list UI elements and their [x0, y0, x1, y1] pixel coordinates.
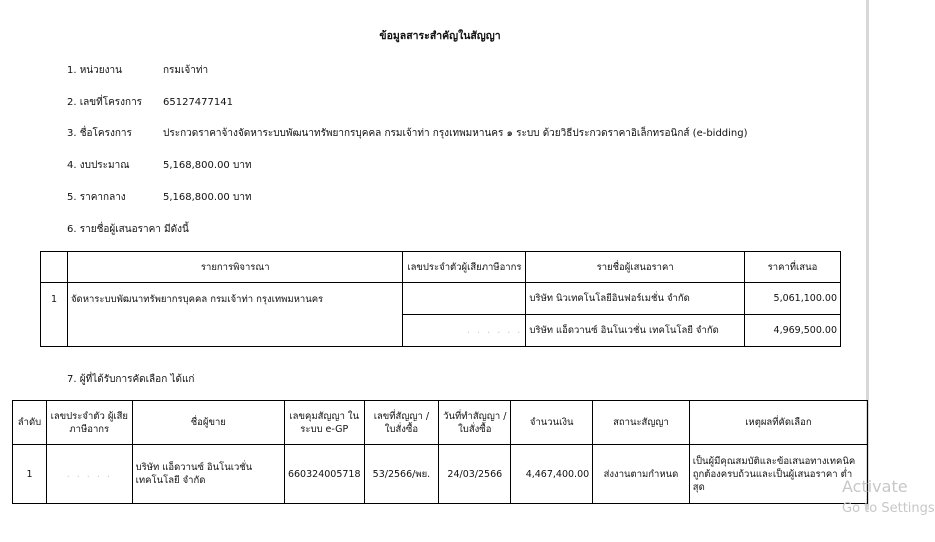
header-cell: จำนวนเงิน — [511, 401, 593, 445]
header-cell: เลขประจำตัวผู้เสียภาษีอากร — [403, 252, 526, 283]
field-value: 65127477141 — [163, 97, 233, 108]
tax-id-cell — [403, 283, 526, 315]
document-title: ข้อมูลสาระสำคัญในสัญญา — [379, 30, 501, 42]
bidder-name: บริษัท แอ็ดวานซ์ อินโนเวชั่น เทคโนโลยี จำกัด — [526, 315, 745, 347]
item-number: 1 — [41, 283, 68, 347]
header-cell: เหตุผลที่คัดเลือก — [689, 401, 867, 445]
field-label: 2. เลขที่โครงการ — [67, 97, 143, 108]
header-cell: ลำดับ — [13, 401, 47, 445]
contract-status: ส่งงานตามกำหนด — [593, 445, 690, 504]
section-winner-heading: 7. ผู้ที่ได้รับการคัดเลือก ได้แก่ — [67, 374, 195, 385]
field-label: 1. หน่วยงาน — [67, 65, 122, 76]
tax-id-cell-redacted — [403, 315, 526, 347]
header-cell: วันที่ทำสัญญา / ใบสั่งซื้อ — [439, 401, 511, 445]
redacted-mark: . . . . . — [66, 468, 112, 480]
header-cell: รายการพิจารณา — [67, 252, 403, 283]
contract-date: 24/03/2566 — [439, 445, 511, 504]
header-cell: ชื่อผู้ขาย — [132, 401, 284, 445]
tax-id-cell-redacted — [46, 445, 132, 504]
header-cell — [41, 252, 68, 283]
table-header-row — [13, 401, 868, 445]
table-row — [41, 283, 841, 315]
activation-watermark — [842, 476, 935, 520]
winner-table — [12, 400, 868, 504]
field-value: กรมเจ้าท่า — [163, 65, 209, 76]
header-cell: เลขประจำตัว ผู้เสียภาษีอากร — [46, 401, 132, 445]
row-number: 1 — [13, 445, 47, 504]
selection-reason: เป็นผู้มีคุณสมบัติและข้อเสนอทางเทคนิคถูกต้องครบถ้วนและเป็นผู้เสนอราคา ต่ำสุด — [689, 445, 867, 504]
header-cell: รายชื่อผู้เสนอราคา — [526, 252, 745, 283]
section-bidders-heading: 6. รายชื่อผู้เสนอราคา มีดังนี้ — [67, 224, 189, 235]
field-label: 5. ราคากลาง — [67, 192, 126, 203]
header-cell: เลขที่สัญญา / ใบสั่งซื้อ — [364, 401, 439, 445]
vendor-name: บริษัท แอ็ดวานซ์ อินโนเวชั่น เทคโนโลยี จำกัด — [132, 445, 284, 504]
bid-price: 4,969,500.00 — [745, 315, 841, 347]
header-cell: เลขคุมสัญญา ในระบบ e-GP — [284, 401, 364, 445]
field-project-name — [67, 126, 748, 141]
field-label: 4. งบประมาณ — [67, 160, 130, 171]
bidder-name: บริษัท นิวเทคโนโลยีอินฟอร์เมชั่น จำกัด — [526, 283, 745, 315]
header-cell: สถานะสัญญา — [593, 401, 690, 445]
bid-price: 5,061,100.00 — [745, 283, 841, 315]
bidders-table — [40, 251, 841, 347]
field-budget — [67, 158, 252, 173]
redacted-mark: . . . . . . — [467, 325, 523, 336]
table-row — [13, 445, 868, 504]
field-value: 5,168,800.00 บาท — [163, 192, 252, 203]
table-header-row — [41, 252, 841, 283]
field-label: 3. ชื่อโครงการ — [67, 128, 132, 139]
field-agency — [67, 63, 208, 78]
watermark-line: Activate — [842, 477, 908, 496]
header-cell: ราคาที่เสนอ — [745, 252, 841, 283]
field-value: 5,168,800.00 บาท — [163, 160, 252, 171]
contract-amount: 4,467,400.00 — [511, 445, 593, 504]
egp-contract-number: 660324005718 — [284, 445, 364, 504]
field-value: ประกวดราคาจ้างจัดหาระบบพัฒนาทรัพยากรบุคคล กรมเจ้าท่า กรุงเทพมหานคร ๑ ระบบ ด้วยวิธีประกวดราคาอิเล็กทรอนิกส์ (e-bidding) — [163, 128, 748, 139]
field-median-price — [67, 190, 252, 205]
contract-number: 53/2566/พย. — [364, 445, 439, 504]
watermark-line: Go to Settings — [842, 501, 935, 516]
field-project-number — [67, 95, 233, 110]
item-description: จัดหาระบบพัฒนาทรัพยากรบุคคล กรมเจ้าท่า กรุงเทพมหานคร — [67, 283, 403, 347]
